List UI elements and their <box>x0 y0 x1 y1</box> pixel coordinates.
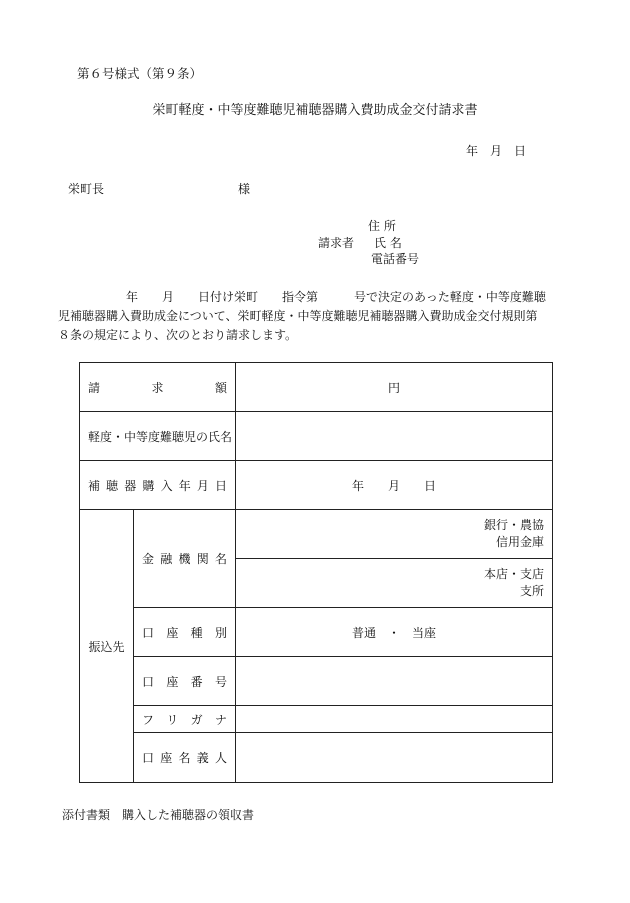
recipient-name: 栄町長 <box>68 182 105 196</box>
body-line: 年 月 日付け栄町 指令第 号で決定のあった軽度・中等度難聴 <box>126 290 546 304</box>
purchase-date-field[interactable] <box>236 461 553 510</box>
attachments-line <box>62 809 254 821</box>
account-type-label: 口 座 種 別 <box>134 608 236 657</box>
institution-type-field[interactable] <box>236 510 553 559</box>
branch-type-field[interactable] <box>236 559 553 608</box>
purchase-date-label: 補 聴 器 購 入 年 月 日 <box>80 461 236 510</box>
document-title: 栄町軽度・中等度難聴児補聴器購入費助成金交付請求書 <box>152 103 478 118</box>
date-line[interactable]: 年 月 日 <box>466 144 527 158</box>
yen-unit: 円 <box>388 380 401 395</box>
institution-type-option: 銀行・農協 <box>484 518 545 532</box>
form-number: 第６号様式（第９条） <box>77 66 203 81</box>
child-name-field[interactable] <box>236 412 553 461</box>
furigana-label: フ リ ガ ナ <box>134 706 236 733</box>
account-holder-label: 口 座 名 義 人 <box>134 733 236 783</box>
account-type-field[interactable] <box>236 608 553 657</box>
claim-amount-label-text: 請 求 額 <box>88 380 228 395</box>
account-holder-field[interactable] <box>236 733 553 783</box>
claimant-group-label: 請求者 <box>318 236 355 250</box>
claim-table <box>79 362 553 783</box>
claimant-phone-label: 電話番号 <box>371 252 420 266</box>
branch-type-option: 本店・支店 <box>484 567 545 581</box>
branch-type-option: 支所 <box>520 584 545 598</box>
account-number-field[interactable] <box>236 657 553 706</box>
transfer-destination-label: 振込先 <box>80 510 134 783</box>
purchase-date-value: 年 月 日 <box>352 478 437 493</box>
attachments-value: 購入した補聴器の領収書 <box>122 808 255 822</box>
recipient-honorific: 様 <box>238 182 251 196</box>
child-name-label: 軽度・中等度難聴児の氏名 <box>80 412 236 461</box>
attachments-label: 添付書類 <box>62 808 111 822</box>
account-type-options: 普通 ・ 当座 <box>352 625 437 640</box>
account-number-label: 口 座 番 号 <box>134 657 236 706</box>
institution-type-option: 信用金庫 <box>496 535 545 549</box>
body-line: 児補聴器購入費助成金について、栄町軽度・中等度難聴児補聴器購入費助成金交付規則第 <box>58 309 538 323</box>
claim-amount-label <box>80 363 236 412</box>
furigana-field[interactable] <box>236 706 553 733</box>
claim-amount-field[interactable] <box>236 363 553 412</box>
body-paragraph <box>58 288 576 345</box>
claimant-name-label: 氏 名 <box>374 236 402 250</box>
institution-name-label: 金 融 機 関 名 <box>134 510 236 608</box>
body-line: ８条の規定により、次のとおり請求します。 <box>58 328 298 342</box>
claimant-address-label: 住 所 <box>368 219 396 233</box>
